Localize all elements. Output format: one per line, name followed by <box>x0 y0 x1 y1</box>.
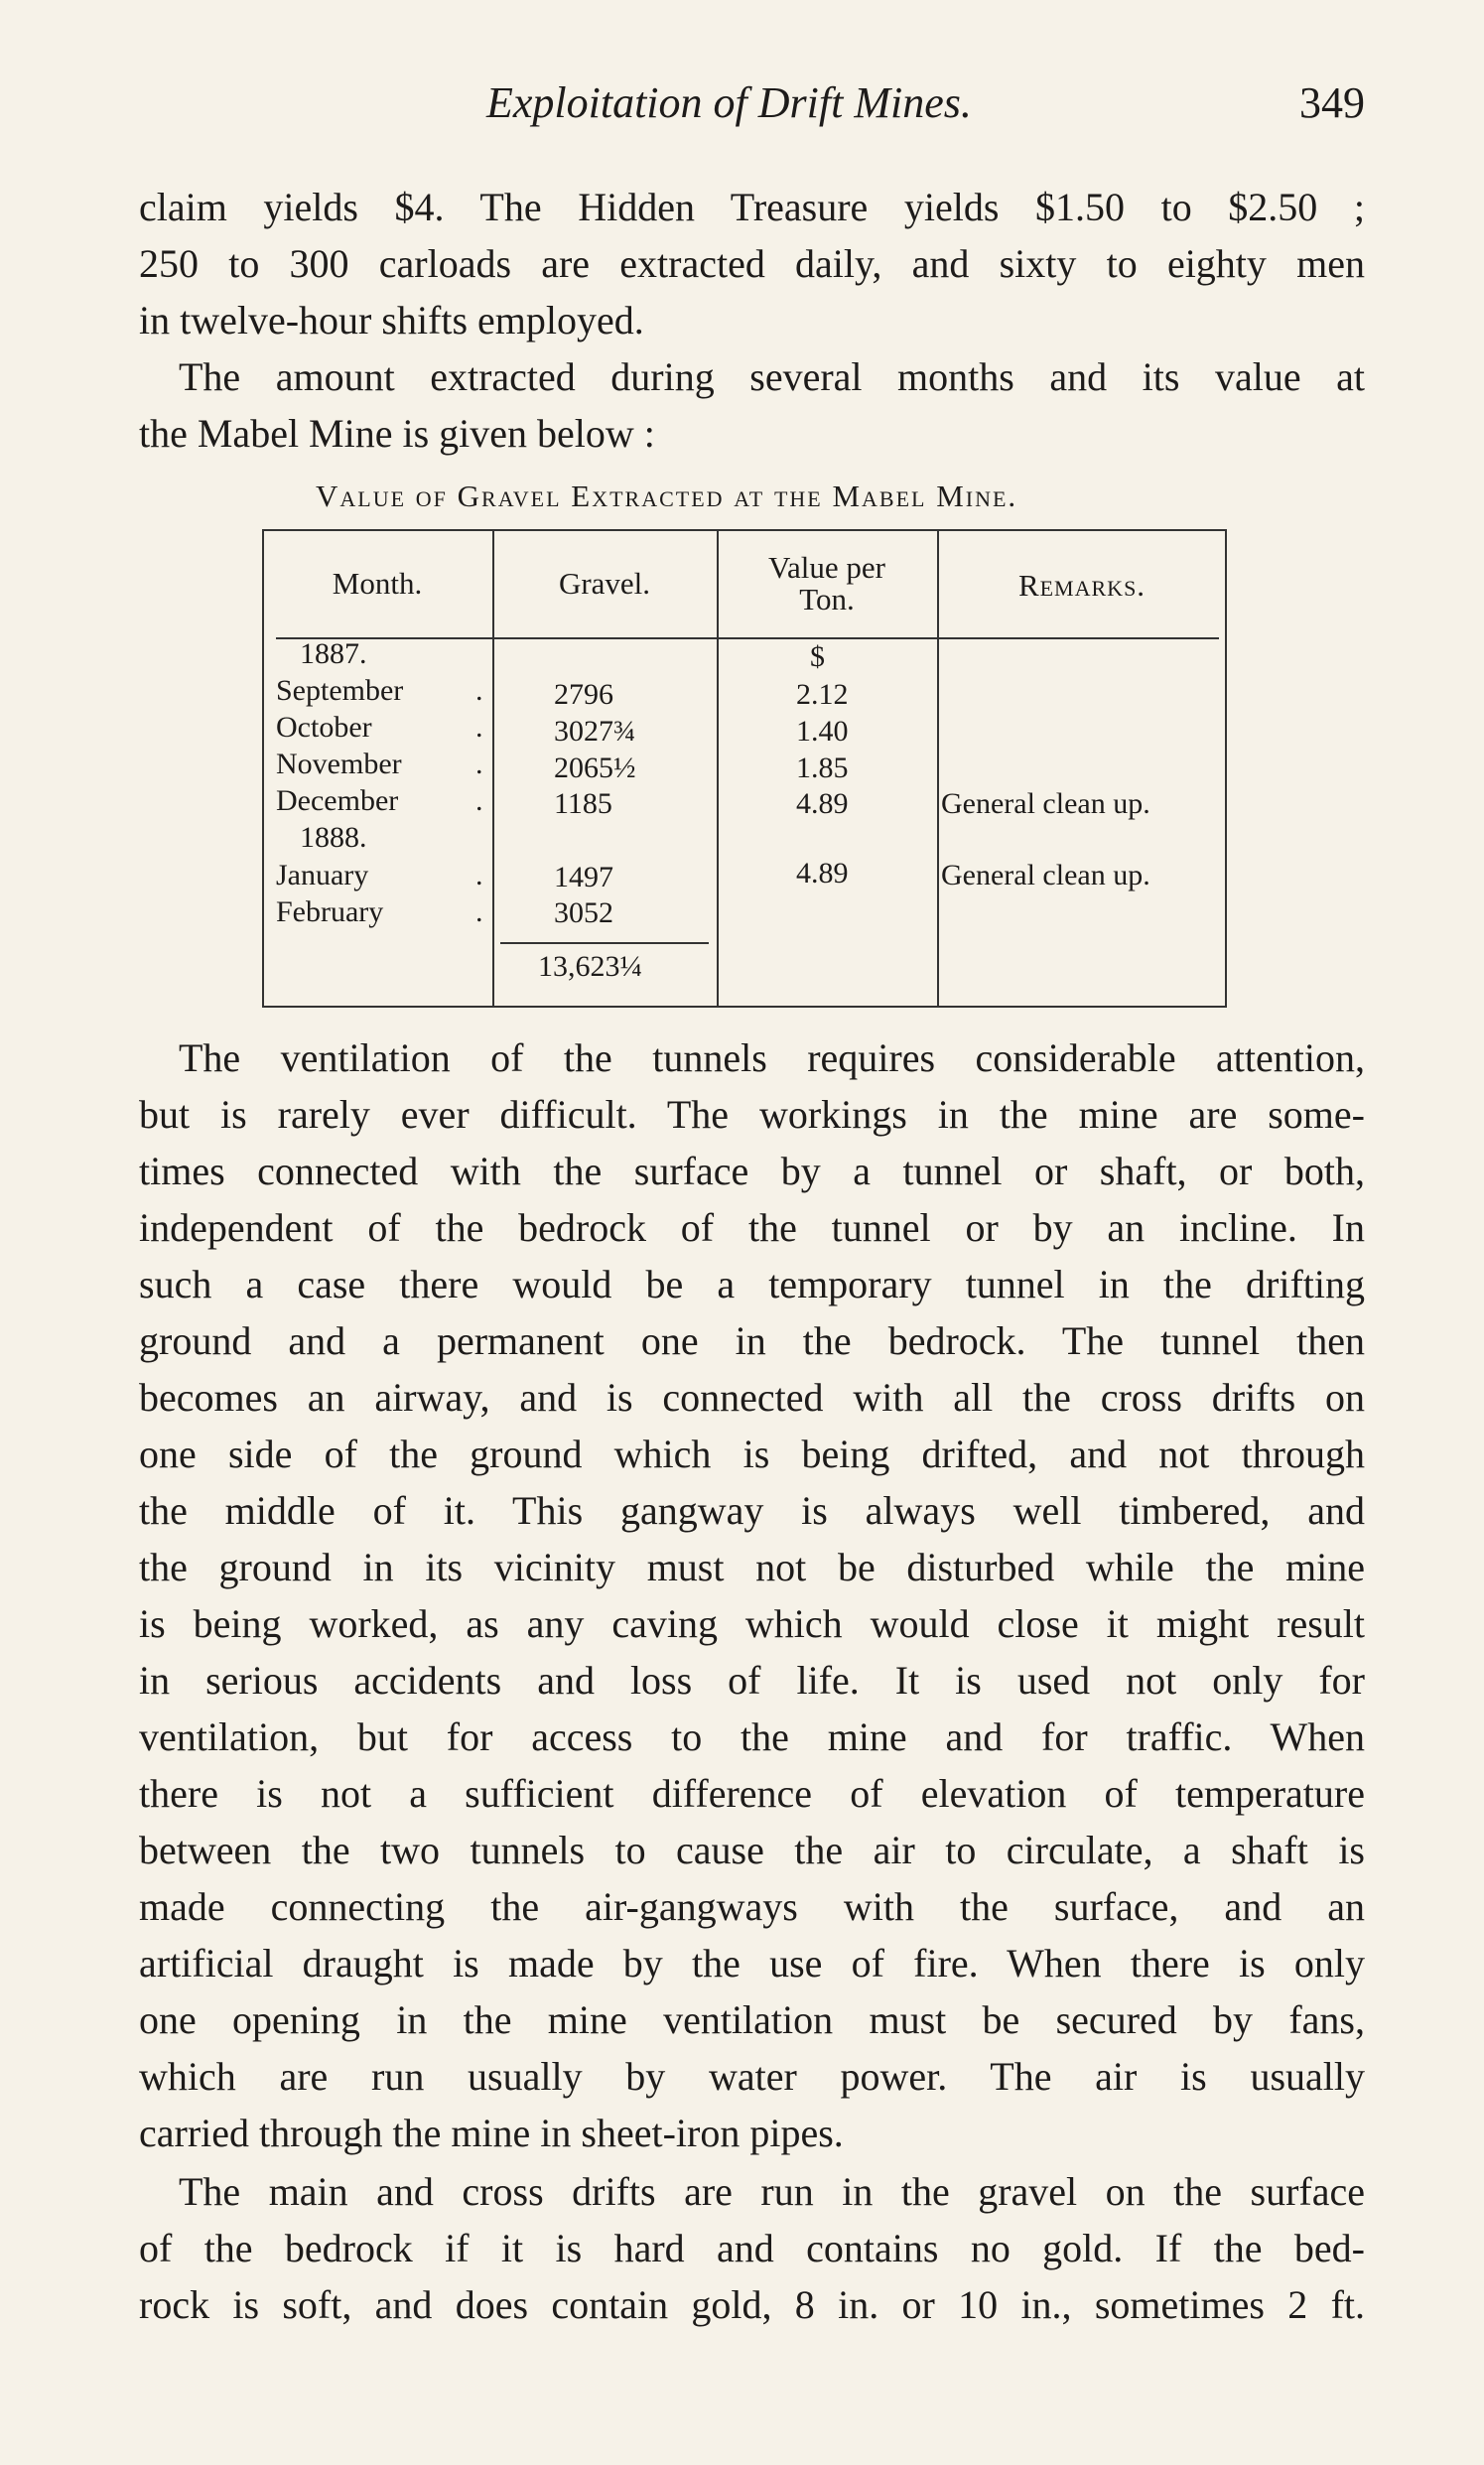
chapter-title: Exploitation of Drift Mines. <box>486 78 972 127</box>
leader-dot: . <box>475 711 483 744</box>
header-rule <box>276 637 1219 639</box>
header-month: Month. <box>332 566 423 601</box>
value-cell: 4.89 <box>796 787 849 820</box>
value-cell: 1.40 <box>796 715 849 748</box>
remarks-cell: General clean up. <box>941 859 1150 891</box>
text-line: there is not a sufficient difference of elevation of temperature <box>139 1771 1365 1816</box>
text-line: in serious accidents and loss of life. It is used not only for <box>139 1658 1365 1703</box>
text-line: but is rarely ever difficult. The workings in the mine are some- <box>139 1092 1365 1137</box>
table-title: Value of Gravel Extracted at the Mabel Mine. <box>316 479 1018 513</box>
remarks-cell: General clean up. <box>941 787 1150 820</box>
text-line: the middle of it. This gangway is always well timbered, and <box>139 1488 1365 1533</box>
text-line: ground and a permanent one in the bedrock. The tunnel then <box>139 1318 1365 1363</box>
leader-dot: . <box>475 784 483 817</box>
month-cell: October <box>276 711 372 744</box>
page-number: 349 <box>1299 78 1365 127</box>
gravel-cell: 2065½ <box>554 752 636 784</box>
text-line: in twelve-hour shifts employed. <box>139 298 644 342</box>
currency-label: $ <box>810 640 825 673</box>
text-line: independent of the bedrock of the tunnel or by an incline. In <box>139 1205 1365 1250</box>
leader-dot: . <box>475 748 483 780</box>
header-value-line1: Value per <box>768 550 885 585</box>
leader-dot: . <box>475 859 483 891</box>
gravel-cell: 2796 <box>554 678 613 711</box>
running-header <box>139 77 1365 137</box>
text-line: times connected with the surface by a tunnel or shaft, or both, <box>139 1149 1365 1193</box>
header-value-line2: Ton. <box>799 582 855 616</box>
text-line: The ventilation of the tunnels requires considerable attention, <box>179 1035 1365 1080</box>
text-line: The amount extracted during several months and its value at <box>179 354 1365 399</box>
gravel-cell: 1497 <box>554 861 613 893</box>
gravel-cell: 1185 <box>554 787 612 820</box>
gravel-cell: 3052 <box>554 896 613 929</box>
paragraph-1 <box>139 179 1365 348</box>
month-cell: September <box>276 674 404 707</box>
table-rule <box>492 531 494 1006</box>
text-line: is being worked, as any caving which would close it might result <box>139 1601 1365 1646</box>
header-remarks: Remarks. <box>1017 568 1147 603</box>
year-label: 1887. <box>300 637 367 670</box>
leader-dot: . <box>475 895 483 928</box>
month-cell: December <box>276 784 399 817</box>
text-line: made connecting the air-gangways with the surface, and an <box>139 1884 1365 1929</box>
text-line: the ground in its vicinity must not be disturbed while the mine <box>139 1545 1365 1589</box>
month-cell: February <box>276 895 384 928</box>
text-line: The main and cross drifts are run in the gravel on the surface <box>179 2169 1365 2214</box>
text-line: which are run usually by water power. The air is usually <box>139 2054 1365 2099</box>
text-line: carried through the mine in sheet-iron pipes. <box>139 2111 844 2155</box>
value-cell: 1.85 <box>796 752 849 784</box>
gravel-cell: 3027¾ <box>554 715 636 748</box>
paragraph-2 <box>139 348 1365 462</box>
total-gravel: 13,623¼ <box>538 950 642 983</box>
text-line: the Mabel Mine is given below : <box>139 411 655 456</box>
text-line: artificial draught is made by the use of fire. When there is only <box>139 1941 1365 1986</box>
total-rule <box>500 942 709 944</box>
table-rule <box>262 531 264 1006</box>
month-cell: January <box>276 859 369 891</box>
text-line: between the two tunnels to cause the air to circulate, a shaft is <box>139 1828 1365 1872</box>
value-cell: 2.12 <box>796 678 849 711</box>
text-line: 250 to 300 carloads are extracted daily, and sixty to eighty men <box>139 241 1365 286</box>
year-label: 1888. <box>300 821 367 854</box>
leader-dot: . <box>475 674 483 707</box>
text-line: ventilation, but for access to the mine and for traffic. When <box>139 1714 1365 1759</box>
text-line: one side of the ground which is being drifted, and not through <box>139 1432 1365 1476</box>
text-line: rock is soft, and does contain gold, 8 in. or 10 in., sometimes 2 ft. <box>139 2282 1365 2327</box>
paragraph-3 <box>139 1029 1365 2161</box>
paragraph-4 <box>139 2163 1365 2333</box>
gravel-table <box>262 529 1227 1008</box>
value-cell: 4.89 <box>796 857 849 890</box>
text-line: one opening in the mine ventilation must be secured by fans, <box>139 1997 1365 2042</box>
month-cell: November <box>276 748 402 780</box>
text-line: of the bedrock if it is hard and contains no gold. If the bed- <box>139 2226 1365 2270</box>
text-line: such a case there would be a temporary tunnel in the drifting <box>139 1262 1365 1306</box>
text-line: claim yields $4. The Hidden Treasure yields $1.50 to $2.50 ; <box>139 185 1365 229</box>
header-gravel: Gravel. <box>558 566 651 601</box>
text-line: becomes an airway, and is connected with all the cross drifts on <box>139 1375 1365 1420</box>
